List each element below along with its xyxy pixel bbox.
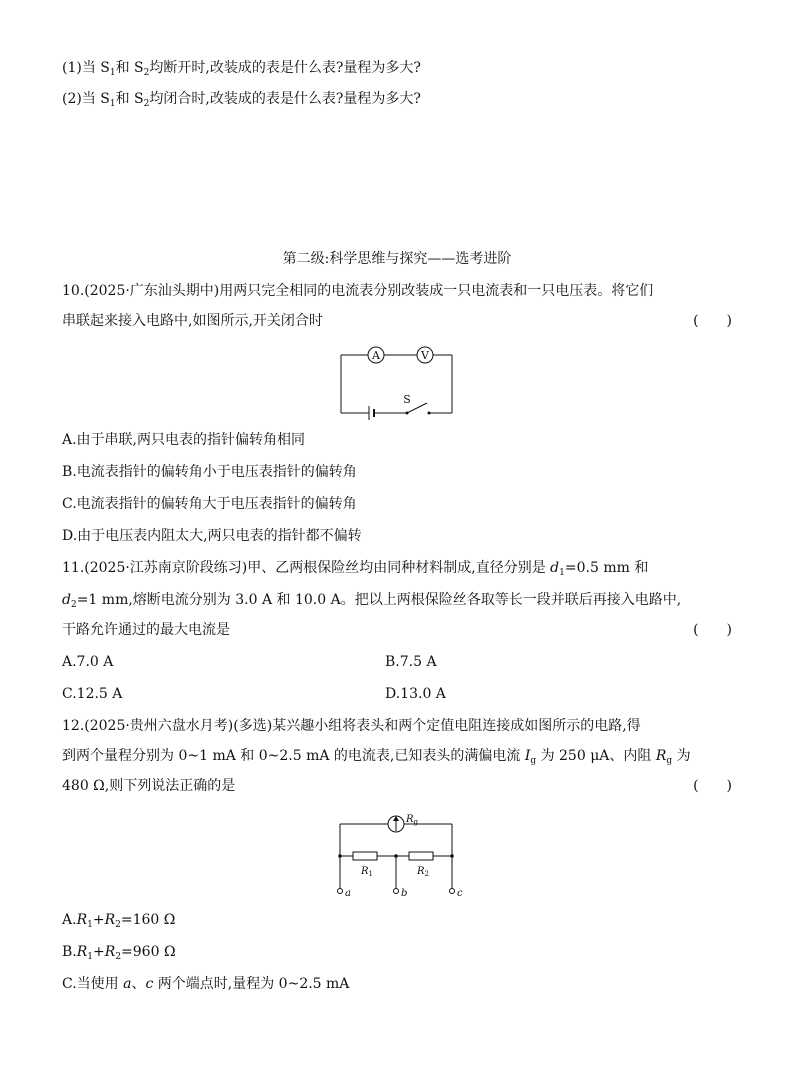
- q10-option-c: C.电流表指针的偏转角大于电压表指针的偏转角: [62, 496, 357, 512]
- q12-stem-line2: 到两个量程分别为 0~1 mA 和 0~2.5 mA 的电流表,已知表头的满偏电流 $I_g$ 为 250 μA、内阻 $R_g$ 为: [62, 748, 691, 766]
- q12-option-b: $B.R_1+R_2=960$ Ω: [62, 944, 176, 962]
- q10-stem-line1: 10.(2025·广东汕头期中)用两只完全相同的电流表分别改装成一只电流表和一只电压表。将它们: [62, 283, 654, 299]
- q12-stem-line1: 12.(2025·贵州六盘水月考)(多选)某兴趣小组将表头和两个定值电阻连接成如图所示的电路,得: [62, 718, 641, 734]
- q12-option-c: C.当使用 a、c 两个端点时,量程为 0~2.5 mA: [62, 976, 350, 992]
- q12-option-a: $A.R_1+R_2=160$ Ω: [62, 912, 176, 930]
- terminal-b-label: b: [401, 888, 408, 899]
- q11-option-d: D.13.0 A: [385, 686, 446, 702]
- q9-part2: (2)当 $S_1$和 $S_2$均闭合时,改装成的表是什么表?量程为多大?: [62, 91, 421, 109]
- q10-circuit-figure: [337, 341, 457, 421]
- q10-option-a: A.由于串联,两只电表的指针偏转角相同: [62, 432, 306, 448]
- terminal-c-label: c: [457, 888, 463, 899]
- q11-option-b: B.7.5 A: [385, 654, 437, 670]
- q10-answer-blank: ( ): [693, 313, 732, 329]
- q11-stem-line1: 11.(2025·江苏南京阶段练习)甲、乙两根保险丝均由同种材料制成,直径分别是 $d_1=0.5$ mm 和: [62, 560, 649, 578]
- r1-label: $R_1$: [361, 866, 373, 878]
- q12-answer-blank: ( ): [693, 778, 732, 794]
- q12-circuit-figure: [328, 808, 468, 904]
- q12-stem-line3: 480 Ω,则下列说法正确的是 ( ): [62, 778, 732, 794]
- ammeter-label: A: [372, 349, 380, 362]
- voltmeter-label: V: [421, 349, 429, 362]
- r2-label: $R_2$: [417, 866, 429, 878]
- section-title: 第二级:科学思维与探究——选考进阶: [282, 251, 512, 267]
- switch-label: S: [403, 393, 411, 406]
- q11-stem-line2: $d_2=1$ mm,熔断电流分别为 3.0 A 和 10.0 A。把以上两根保险丝各取等长一段并联后再接入电路中,: [62, 592, 682, 610]
- rg-label: $R_g$: [406, 814, 419, 826]
- q11-option-c: C.12.5 A: [62, 686, 123, 702]
- q11-option-a: A.7.0 A: [62, 654, 114, 670]
- q11-answer-blank: ( ): [693, 622, 732, 638]
- q10-option-d: D.由于电压表内阻太大,两只电表的指针都不偏转: [62, 528, 362, 544]
- q11-stem-line3: 干路允许通过的最大电流是 ( ): [62, 622, 732, 638]
- terminal-a-label: a: [345, 888, 351, 899]
- q9-part1: (1)当 $S_1$和 $S_2$均断开时,改装成的表是什么表?量程为多大?: [62, 60, 421, 78]
- q10-stem-line2: 串联起来接入电路中,如图所示,开关闭合时 ( ): [62, 313, 732, 329]
- q10-option-b: B.电流表指针的偏转角小于电压表指针的偏转角: [62, 464, 357, 480]
